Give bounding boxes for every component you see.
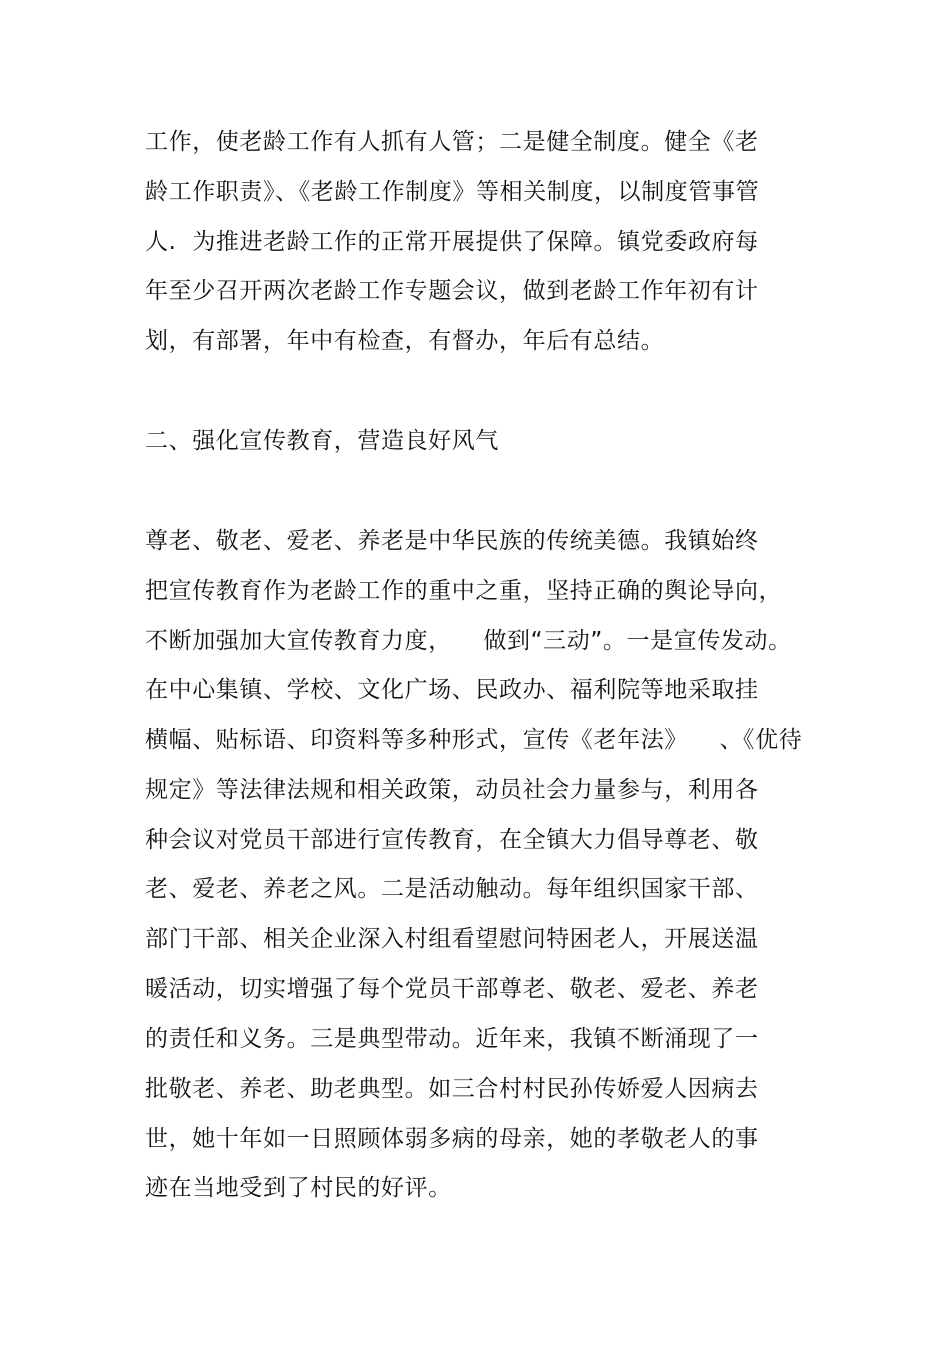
paragraph-2-line: 把宣传教育作为老龄工作的重中之重，坚持正确的舆论导向，: [145, 578, 783, 604]
paragraph-1-line: 年至少召开两次老龄工作专题会议，做到老龄工作年初有计: [145, 278, 759, 304]
paragraph-1-line: 龄工作职责》、《老龄工作制度》等相关制度，以制度管事管: [145, 179, 760, 205]
paragraph-2-line: 部门干部、相关企业深入村组看望慰问特困老人，开展送温: [145, 926, 759, 952]
paragraph-2-line: 的责任和义务。三是典型带动。近年来，我镇不断涌现了一: [145, 1026, 759, 1052]
paragraph-2-line: 暖活动，切实增强了每个党员干部尊老、敬老、爱老、养老: [145, 976, 759, 1002]
paragraph-2-line: 不断加强加大宣传教育力度， 做到“三动”。一是宣传发动。: [145, 628, 792, 654]
paragraph-2-line: 在中心集镇、学校、文化广场、民政办、福利院等地采取挂: [145, 677, 759, 703]
paragraph-1-line: 工作，使老龄工作有人抓有人管；二是健全制度。健全《老: [145, 129, 759, 155]
paragraph-1-line: 人. 为推进老龄工作的正常开展提供了保障。镇党委政府每: [145, 229, 759, 255]
paragraph-2-line: 批敬老、养老、助老典型。如三合村村民孙传娇爱人因病去: [145, 1076, 759, 1102]
paragraph-2-line: 世，她十年如一日照顾体弱多病的母亲，她的孝敬老人的事: [145, 1126, 759, 1152]
paragraph-2-line: 横幅、贴标语、印资料等多种形式，宣传《老年法》 、《优待: [145, 727, 803, 753]
paragraph-2-line: 老、爱老、养老之风。二是活动触动。每年组织国家干部、: [145, 876, 759, 902]
paragraph-2-line: 种会议对党员干部进行宣传教育，在全镇大力倡导尊老、敬: [145, 827, 759, 853]
paragraph-1-line: 划，有部署，年中有检查，有督办，年后有总结。: [145, 328, 665, 354]
paragraph-2-line: 迹在当地受到了村民的好评。: [145, 1175, 452, 1201]
paragraph-2-line: 规定》等法律法规和相关政策，动员社会力量参与，利用各: [145, 777, 759, 803]
section-heading: 二、强化宣传教育，营造良好风气: [145, 428, 499, 454]
paragraph-2-line: 尊老、敬老、爱老、养老是中华民族的传统美德。我镇始终: [145, 528, 759, 554]
